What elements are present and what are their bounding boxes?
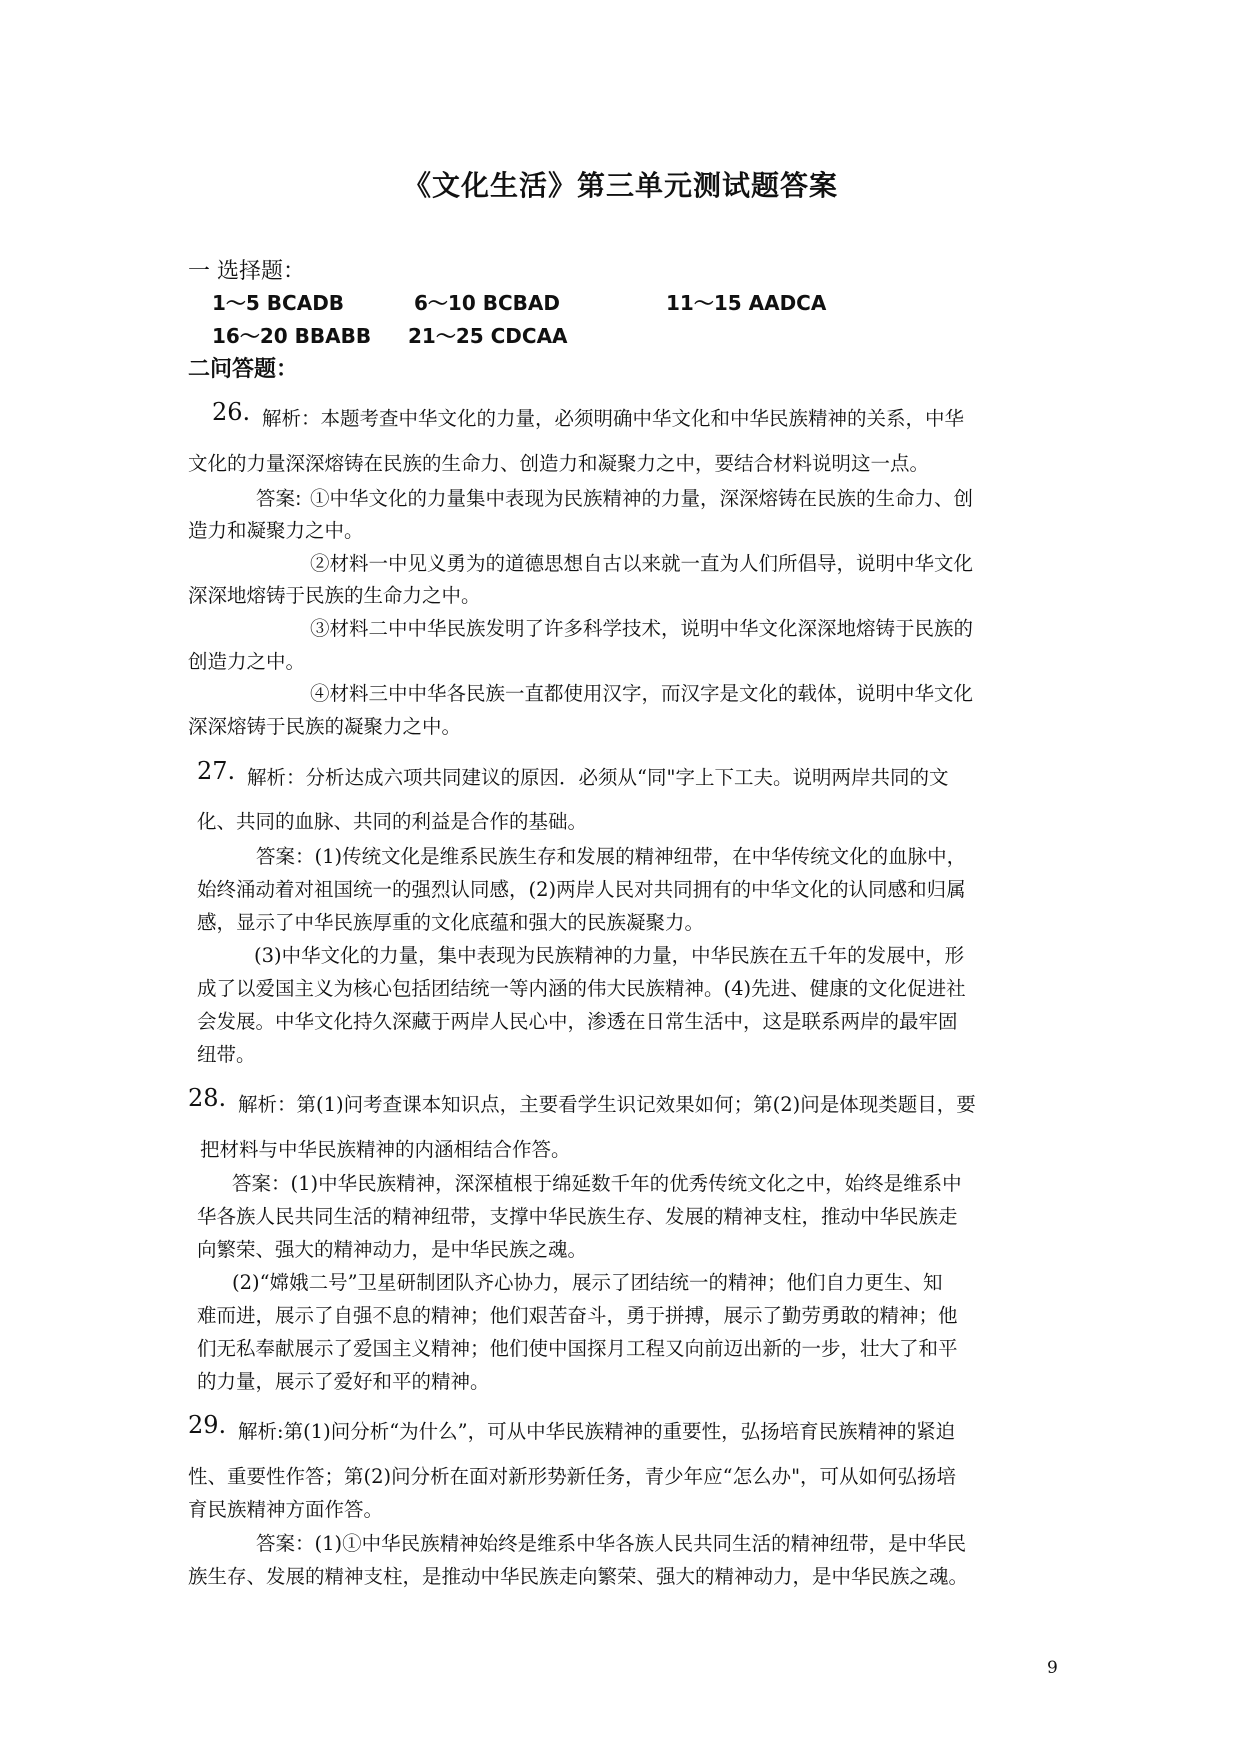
q26-answer-label: 答案:	[256, 487, 302, 510]
q28-number: 28.	[188, 1084, 227, 1112]
q28-answer-line-2: 华各族人民共同生活的精神纽带，支撑中华民族生存、发展的精神支柱，推动中华民族走	[197, 1205, 958, 1228]
q27-answer-line-7: 纽带。	[197, 1043, 256, 1066]
q29-answer-line-1: 答案：(1)①中华民族精神始终是维系中华各族人民共同生活的精神纽带，是中华民	[256, 1532, 967, 1555]
q26-answer-1-line-2: 造力和凝聚力之中。	[188, 519, 364, 542]
q26-analysis-line-1: 解析：本题考查中华文化的力量，必须明确中华文化和中华民族精神的关系，中华	[262, 407, 965, 430]
q26-answer-1-line-1: ①中华文化的力量集中表现为民族精神的力量，深深熔铸在民族的生命力、创	[310, 487, 974, 510]
choice-group-4: 16～20 BBABB	[212, 324, 372, 348]
q29-analysis-line-1: 解析:第(1)问分析“为什么”，可从中华民族精神的重要性，弘扬培育民族精神的紧迫	[238, 1420, 956, 1443]
q29-analysis-line-3: 育民族精神方面作答。	[188, 1498, 384, 1521]
q26-answer-4-line-2: 深深熔铸于民族的凝聚力之中。	[188, 715, 462, 738]
q26-answer-3-line-2: 创造力之中。	[188, 650, 306, 673]
q29-number: 29.	[188, 1411, 227, 1439]
q27-answer-line-2: 始终涌动着对祖国统一的强烈认同感，(2)两岸人民对共同拥有的中华文化的认同感和归属	[197, 878, 966, 901]
choice-group-1: 1～5 BCADB	[212, 291, 345, 315]
q28-answer-line-5: 难而进，展示了自强不息的精神；他们艰苦奋斗，勇于拼搏，展示了勤劳勇敢的精神；他	[197, 1304, 958, 1327]
section-choice-heading: 一 选择题：	[188, 259, 305, 284]
q26-analysis-line-2: 文化的力量深深熔铸在民族的生命力、创造力和凝聚力之中，要结合材料说明这一点。	[188, 452, 930, 475]
q27-number: 27.	[197, 757, 236, 785]
q29-answer-line-2: 族生存、发展的精神支柱，是推动中华民族走向繁荣、强大的精神动力，是中华民族之魂。	[188, 1565, 969, 1588]
q26-answer-2-line-1: ②材料一中见义勇为的道德思想自古以来就一直为人们所倡导，说明中华文化	[310, 552, 974, 575]
q28-answer-line-6: 们无私奉献展示了爱国主义精神；他们使中国探月工程又向前迈出新的一步，壮大了和平	[197, 1337, 958, 1360]
q27-answer-line-3: 感，显示了中华民族厚重的文化底蕴和强大的民族凝聚力。	[197, 911, 705, 934]
page-number: 9	[1047, 1658, 1058, 1678]
q27-analysis-line-1: 解析：分析达成六项共同建议的原因．必须从“同"字上下工夫。说明两岸共同的文	[247, 766, 949, 789]
page-title: 《文化生活》第三单元测试题答案	[402, 169, 838, 202]
choice-group-2: 6～10 BCBAD	[414, 291, 560, 315]
choice-group-5: 21～25 CDCAA	[408, 324, 568, 348]
q28-analysis-line-2: 把材料与中华民族精神的内涵相结合作答。	[200, 1138, 571, 1161]
choice-group-3: 11～15 AADCA	[666, 291, 827, 315]
q28-answer-line-4: (2)“嫦娥二号”卫星研制团队齐心协力，展示了团结统一的精神；他们自力更生、知	[232, 1271, 943, 1294]
q26-answer-4-line-1: ④材料三中中华各民族一直都使用汉字，而汉字是文化的载体，说明中华文化	[310, 682, 974, 705]
q26-number: 26.	[212, 398, 251, 426]
q27-answer-line-5: 成了以爱国主义为核心包括团结统一等内涵的伟大民族精神。(4)先进、健康的文化促进社	[197, 977, 966, 1000]
q28-answer-line-1: 答案：(1)中华民族精神，深深植根于绵延数千年的优秀传统文化之中，始终是维系中	[232, 1172, 962, 1195]
q26-answer-3-line-1: ③材料二中中华民族发明了许多科学技术，说明中华文化深深地熔铸于民族的	[310, 617, 974, 640]
q27-answer-line-4: (3)中华文化的力量，集中表现为民族精神的力量，中华民族在五千年的发展中，形	[254, 944, 965, 967]
q28-answer-line-7: 的力量，展示了爱好和平的精神。	[197, 1370, 490, 1393]
section-qa-heading: 二问答题：	[188, 357, 299, 382]
q27-answer-line-1: 答案：(1)传统文化是维系民族生存和发展的精神纽带，在中华传统文化的血脉中，	[256, 845, 967, 868]
q29-analysis-line-2: 性、重要性作答；第(2)问分析在面对新形势新任务，青少年应“怎么办"，可从如何弘扬培	[188, 1465, 957, 1488]
q26-answer-2-line-2: 深深地熔铸于民族的生命力之中。	[188, 584, 481, 607]
q27-analysis-line-2: 化、共同的血脉、共同的利益是合作的基础。	[197, 810, 588, 833]
q28-answer-line-3: 向繁荣、强大的精神动力，是中华民族之魂。	[197, 1238, 588, 1261]
q28-analysis-line-1: 解析：第(1)问考查课本知识点，主要看学生识记效果如何；第(2)问是体现类题目，要	[238, 1093, 976, 1116]
q27-answer-line-6: 会发展。中华文化持久深藏于两岸人民心中，渗透在日常生活中，这是联系两岸的最牢固	[197, 1010, 958, 1033]
